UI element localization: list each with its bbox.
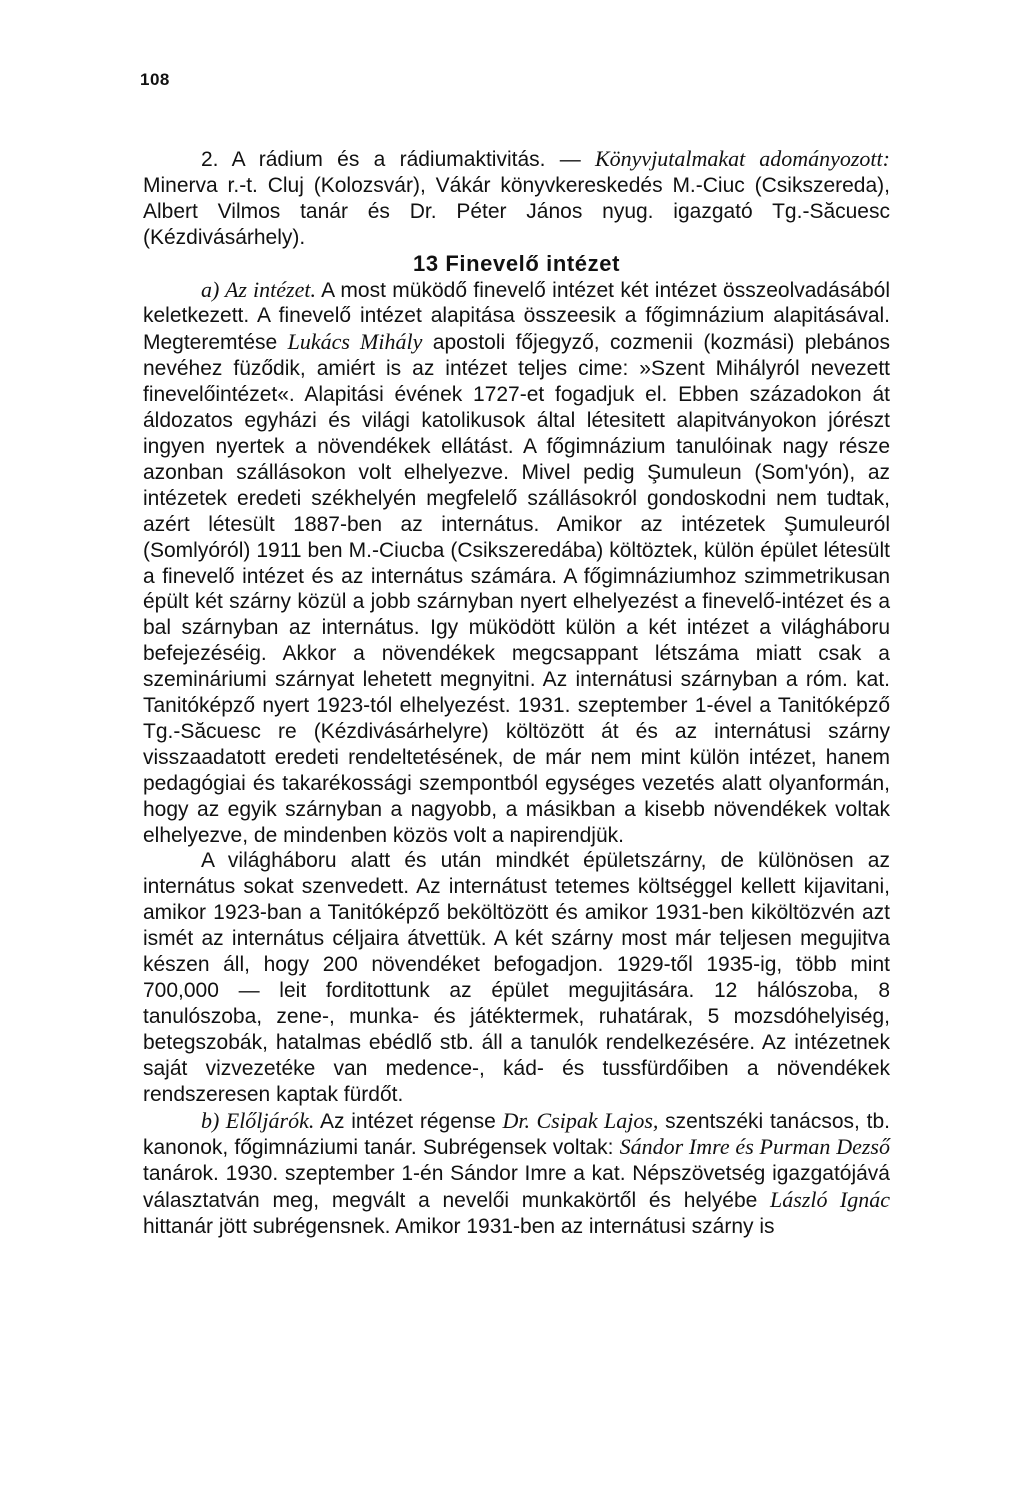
paragraph-superiors-text-2: szentszéki tanácsos, tb. kanonok, főgimnáziumi tanár. Subrégensek voltak: (143, 1109, 890, 1160)
paragraph-superiors (143, 1108, 890, 1241)
paragraph-superiors-text-3: tanárok. 1930. szeptember 1-én Sándor Imre a kat. Népszövetség igazgatójává választatván meg, megvált a nevelői munkakörtől és helyébe (143, 1162, 890, 1213)
item-radium-text: 2. A rádium és a rádiumaktivitás. — (201, 148, 595, 171)
person-name-lukacs: Lukács Mihály (287, 329, 423, 355)
item-radium-paragraph (143, 146, 890, 251)
donation-label: Könyvjutalmakat adományozott: (594, 146, 890, 171)
paragraph-world-war: A világháboru alatt és után mindkét épületszárny, de különösen az internátus sokat szenvedett. Az internátust tetemes költséggel kellett kijavitani, amikor 1923-ban a Tanitóképző beköltözött és amikor 1931-ben kiköltözvén azt ismét az internátus céljaira átvettük. A két szárny most már teljesen megujitva készen áll, hogy 200 növendéket befogadjon. 1929-től 1935-ig, több mint 700,000 — leit forditottunk az épület megujitására. 12 hálószoba, 8 tanulószoba, zene-, munka- és játéktermek, ruhatárak, 5 mozsdóhelyiség, betegszobák, hatalmas ebédlő stb. áll a tanulók rendelkezésére. Az intézetnek saját vizvezetéke van medence-, kád- és tussfürdőiben a növendékek rendszeresen kaptak fürdőt. (143, 849, 890, 1106)
page-number: 108 (140, 70, 170, 89)
paragraph-superiors-text-1: Az intézet régense (314, 1109, 503, 1133)
page-body (143, 146, 890, 1240)
paragraph-institute-text-2: apostoli főjegyző, cozmenii (kozmási) plebános nevéhez füződik, amiért is az intézet teljes cime: »Szent Mihályról nevezett finevelőintézet«. Alapitási évének 1727-et fogadjuk el. Ebben századokon át áldozatos egyházi és világi katolikusok által létesitett alapitványokon jórészt ingyen nyertek a növendékek ellátást. A főgimnázium tanulóinak nagy része azonban szállásokon volt elhelyezve. Mivel pedig Şumuleun (Som'yón), az intézetek eredeti székhelyén megfelelő szállásokról gondoskodni nem tudtak, azért létesült 1887-ben az internátus. Amikor az intézetek Şumuleuról (Somlyóról) 1911 ben M.-Ciucba (Csikszeredába) költöztek, külön épület létesült a finevelő intézet és az internátus számára. A főgimnáziumhoz szimmetrikusan épült két szárny közül a jobb szárnyban nyert elhelyezést a finevelő-intézet és a bal szárnyban az internátus. Igy müködött külön a két intézet a világháboru befejezéséig. Akkor a növendékek megcsappant létszáma miatt csak a szemináriumi szárnyat lehetett megnyitni. Az internátusi szárnyban a róm. kat. Tanitóképző nyert 1923-tól elhelyezést. 1931. szeptember 1-ével a Tanitóképző Tg.-Săcuesc re (Kézdivásárhelyre) költözött át és az internátusi szárny visszaadatott eredeti rendeltetésének, de már nem mint külön intézet, hanem pedagógiai és takarékossági szempontból egységes vezetés alatt olyanformán, hogy az egyik szárnyban a nagyobb, a másikban a kisebb növendékek voltak elhelyezve, de mindenben közös volt a napirendjük. (143, 331, 890, 847)
paragraph-institute (143, 277, 890, 849)
subheading-superiors: b) Előljárók. (201, 1107, 315, 1133)
person-names-subregents: Sándor Imre és Purman Dezső (619, 1134, 890, 1160)
paragraph-superiors-text-4: hittanár jött subrégensnek. Amikor 1931-ben az internátusi szárny is (143, 1215, 775, 1239)
paragraph-institute-text-1: A most müködő finevelő intézet két intézet összeolvadásából keletkezett. A finevelő intézet alapitása összeesik a főgimnázium alapitásával. Megteremtése (143, 278, 890, 355)
person-name-csipak: Dr. Csipak Lajos, (502, 1107, 659, 1133)
item-radium-donors: Minerva r.-t. Cluj (Kolozsvár), Vákár könyvkereskedés M.-Ciuc (Csikszereda), Albert Vilmos tanár és Dr. Péter János nyug. igazgató Tg.-Săcuesc (Kézdivásárhely). (143, 173, 890, 249)
subheading-institute: a) Az intézet. (201, 276, 316, 302)
person-name-laszlo: László Ignác (770, 1187, 890, 1213)
section-heading: 13 Finevelő intézet (412, 250, 620, 276)
